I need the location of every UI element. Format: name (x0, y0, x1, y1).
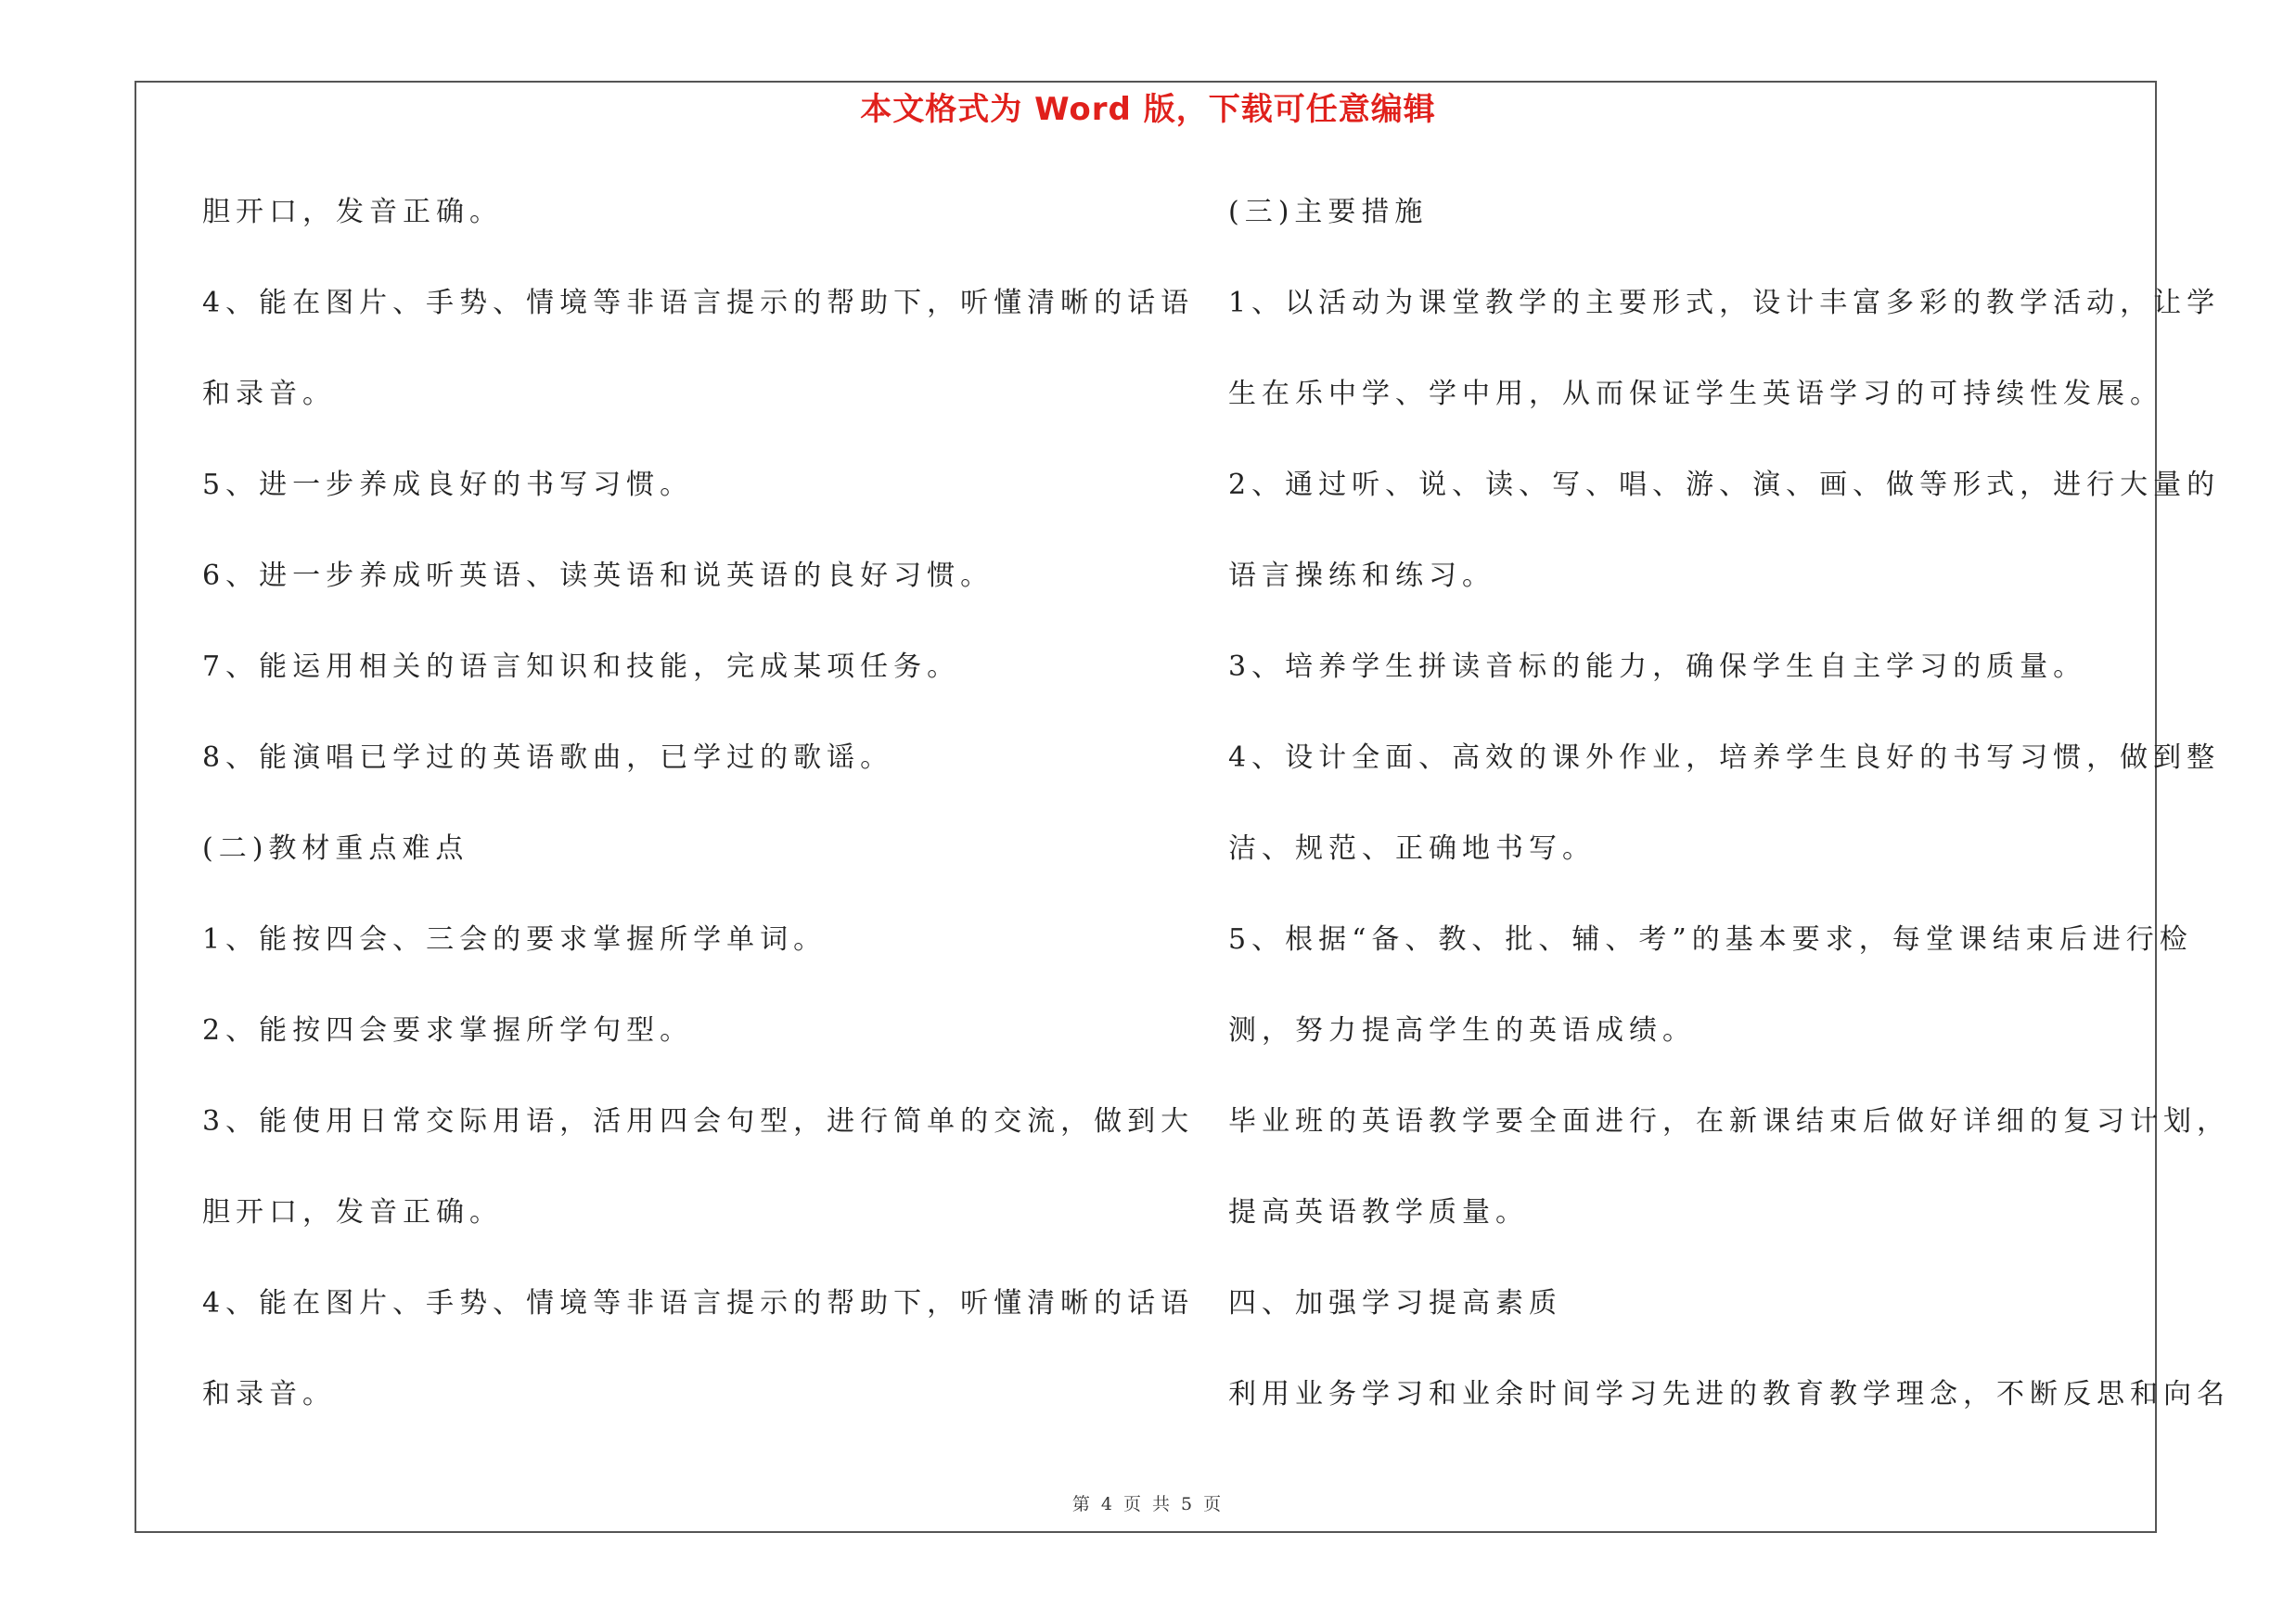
text-line: 5、根据“备、教、批、辅、考”的基本要求，每堂课结束后进行检 (1228, 923, 2193, 956)
text-line: 和录音。 (202, 1378, 336, 1410)
page-number: 第 4 页 共 5 页 (1071, 1494, 1225, 1514)
text-line: 7、能运用相关的语言知识和技能，完成某项任务。 (202, 650, 961, 683)
text-line: 1、能按四会、三会的要求掌握所学单词。 (202, 923, 827, 956)
text-line: 2、能按四会要求掌握所学句型。 (202, 1014, 694, 1047)
text-line: 胆开口，发音正确。 (202, 196, 503, 228)
text-line: 3、培养学生拼读音标的能力，确保学生自主学习的质量。 (1228, 650, 2087, 683)
text-line: 和录音。 (202, 378, 336, 410)
left-column (202, 184, 1195, 1457)
text-line: 5、进一步养成良好的书写习惯。 (202, 469, 694, 501)
text-line: 毕业班的英语教学要全面进行，在新课结束后做好详细的复习计划， (1228, 1105, 2230, 1138)
section-heading: 四、加强学习提高素质 (1228, 1287, 1562, 1320)
text-line: 8、能演唱已学过的英语歌曲，已学过的歌谣。 (202, 741, 894, 774)
section-heading: (三)主要措施 (1228, 196, 1429, 228)
text-line: 测，努力提高学生的英语成绩。 (1228, 1014, 1696, 1047)
section-heading: (二)教材重点难点 (202, 832, 469, 865)
page-header: 本文格式为 Word 版，下载可任意编辑 (860, 91, 1436, 128)
text-line: 胆开口，发音正确。 (202, 1196, 503, 1229)
text-line: 语言操练和练习。 (1228, 560, 1495, 592)
text-line: 4、设计全面、高效的课外作业，培养学生良好的书写习惯，做到整 (1228, 741, 2221, 774)
text-line: 提高英语教学质量。 (1228, 1196, 1529, 1229)
text-line: 生在乐中学、学中用，从而保证学生英语学习的可持续性发展。 (1228, 378, 2163, 410)
text-line: 2、通过听、说、读、写、唱、游、演、画、做等形式，进行大量的 (1228, 469, 2221, 501)
text-line: 4、能在图片、手势、情境等非语言提示的帮助下，听懂清晰的话语 (202, 1287, 1195, 1320)
text-line: 4、能在图片、手势、情境等非语言提示的帮助下，听懂清晰的话语 (202, 287, 1195, 319)
text-line: 1、以活动为课堂教学的主要形式，设计丰富多彩的教学活动，让学 (1228, 287, 2221, 319)
text-line: 6、进一步养成听英语、读英语和说英语的良好习惯。 (202, 560, 994, 592)
right-column (1228, 184, 2230, 1457)
text-line: 洁、规范、正确地书写。 (1228, 832, 1596, 865)
text-line: 利用业务学习和业余时间学习先进的教育教学理念，不断反思和向名 (1228, 1378, 2230, 1410)
text-line: 3、能使用日常交际用语，活用四会句型，进行简单的交流，做到大 (202, 1105, 1195, 1138)
